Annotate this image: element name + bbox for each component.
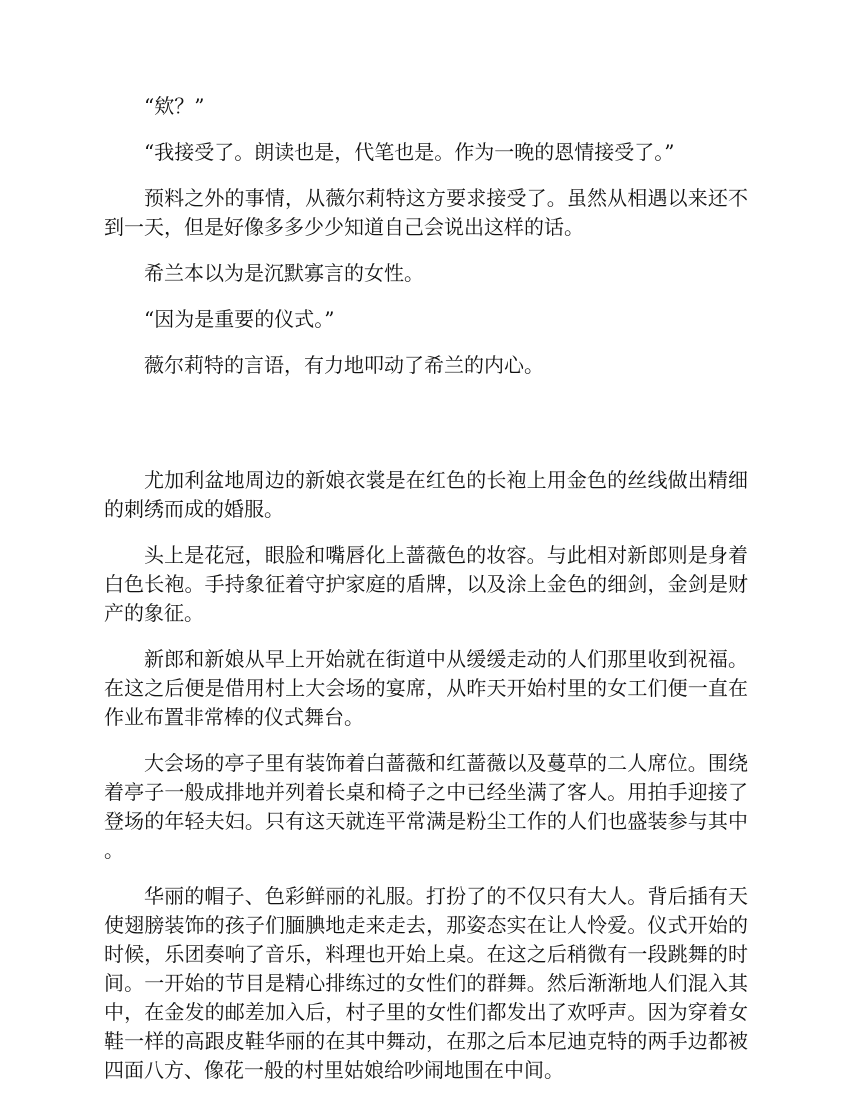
paragraph-9: 新郎和新娘从早上开始就在街道中从缓缓走动的人们那里收到祝福。在这之后便是借用村上大会场的宴席，从昨天开始村里的女工们便一直在作业布置非常棒的仪式舞台。 [104, 647, 748, 729]
paragraph-10: 大会场的亭子里有装饰着白蔷薇和红蔷薇以及蔓草的二人席位。围绕着亭子一般成排地并列着长桌和椅子之中已经坐满了客人。用拍手迎接了登场的年轻夫妇。只有这天就连平常满是粉尘工作的人们也盛装参与其中。 [104, 751, 748, 862]
section-break [104, 380, 748, 466]
paragraph-3: 预料之外的事情，从薇尔莉特这方要求接受了。虽然从相遇以来还不到一天，但是好像多多少少知道自己会说出这样的话。 [104, 186, 748, 239]
paragraph-11: 华丽的帽子、色彩鲜丽的礼服。打扮了的不仅只有大人。背后插有天使翅膀装饰的孩子们腼腆地走来走去，那姿态实在让人怜爱。仪式开始的时候，乐团奏响了音乐，料理也开始上桌。在这之后稍微有一段跳舞的时间。一开始的节目是精心排练过的女性们的群舞。然后渐渐地人们混入其中，在金发的邮差加入后，村子里的女性们都发出了欢呼声。因为穿着女鞋一样的高跟皮鞋华丽的在其中舞动，在那之后本尼迪克特的两手边都被四面八方、像花一般的村里姑娘给吵闹地围在中间。 [104, 884, 748, 1082]
paragraph-7: 尤加利盆地周边的新娘衣裳是在红色的长袍上用金色的丝线做出精细的刺绣而成的婚服。 [104, 468, 748, 521]
paragraph-5: “因为是重要的仪式。” [144, 307, 335, 331]
paragraph-8: 头上是花冠，眼脸和嘴唇化上蔷薇色的妆容。与此相对新郎则是身着白色长袍。手持象征着守护家庭的盾牌，以及涂上金色的细剑，金剑是财产的象征。 [104, 543, 748, 625]
paragraph-4: 希兰本以为是沉默寡言的女性。 [144, 261, 424, 285]
paragraph-2: “我接受了。朗读也是，代笔也是。作为一晚的恩情接受了。” [144, 140, 675, 164]
paragraph-6: 薇尔莉特的言语，有力地叩动了希兰的内心。 [144, 353, 544, 377]
paragraph-1: “欸？” [144, 94, 205, 118]
document-page [104, 92, 748, 1085]
